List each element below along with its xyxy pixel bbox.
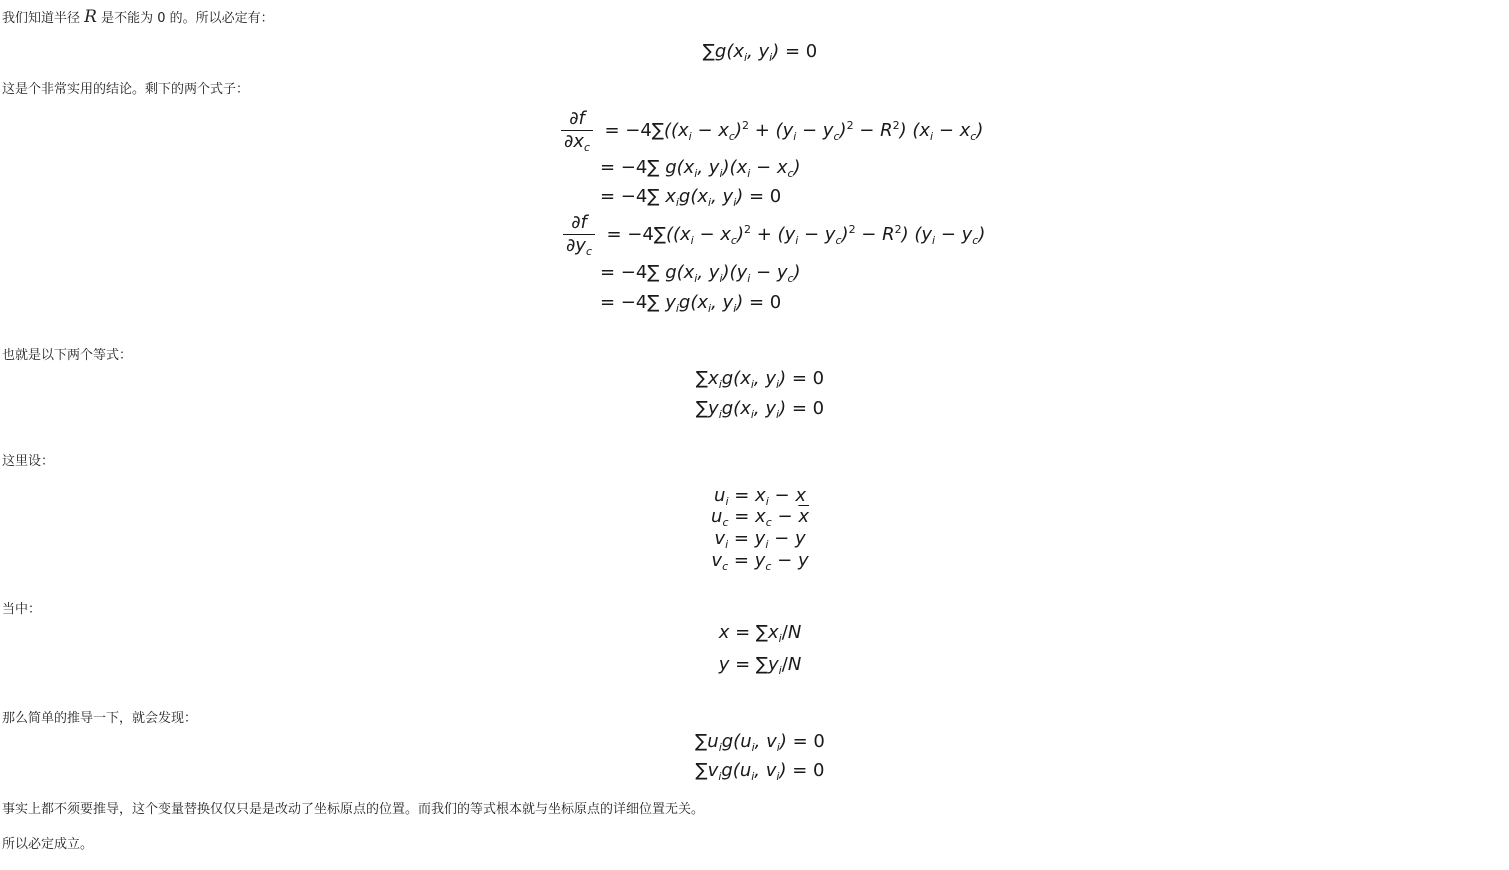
paragraph-let: 这里设： — [2, 454, 55, 469]
equation-partial-xc: $\frac{\partial f}{\partial x_c}$ = $-4\sum((x_i - x_c)^2 + (y_i - y_c)^2 - R^2) (x_i - x_c)$ — [561, 108, 983, 153]
paragraph-text: 是不能为 0 的。所以必定有： — [101, 11, 274, 26]
paragraph-origin-shift: 事实上都不须要推导，这个变量替换仅仅只是是改动了坐标原点的位置。而我们的等式根本就与坐标原点的详细位置无关。 — [2, 802, 705, 817]
equation-ui: $u_i = x_i - x$ — [714, 485, 806, 508]
equation-sum-g: $\sum g(x_i$, $y_i) = 0$ — [702, 41, 818, 64]
radius-variable: R — [84, 7, 97, 27]
equation-y-mean: $y = \sum y_i/N$ — [718, 654, 802, 677]
paragraph-two-equations: 也就是以下两个等式： — [2, 348, 133, 363]
paragraph-useful-conclusion: 这是个非常实用的结论。剩下的两个式子： — [2, 82, 250, 97]
equation-sum-ui-g: $\sum u_ig(u_i$, $v_i) = 0$ — [695, 731, 825, 754]
partial-fraction-xc: $\frac{\partial f}{\partial x_c}$ — [561, 108, 593, 153]
equation-partial-yc-step2: = −4∑ $g(x_i$, $y_i)(y_i - y_c)$ — [600, 262, 801, 285]
equation-sum-vi-g: $\sum v_ig(u_i$, $v_i) = 0$ — [695, 760, 825, 783]
partial-fraction-yc: $\frac{\partial f}{\partial y_c}$ — [563, 212, 595, 257]
paragraph-derivation: 那么简单的推导一下，就会发现： — [2, 711, 198, 726]
equation-vi: $v_i = y_i - y$ — [714, 528, 806, 551]
paragraph-conclusion: 所以必定成立。 — [2, 837, 94, 852]
equation-vc: $v_c = y_c - y$ — [711, 550, 809, 573]
paragraph-where: 当中： — [2, 602, 42, 617]
equation-sum-xi-g: $\sum x_ig(x_i$, $y_i) = 0$ — [695, 368, 825, 391]
equation-uc: $u_c = x_c - \overline{x}$ — [711, 506, 809, 529]
equation-x-mean: $x = \sum x_i/N$ — [718, 622, 802, 645]
equation-partial-yc-step3: = −4∑ $y_ig(x_i$, $y_i) = 0$ — [600, 292, 782, 315]
equation-partial-xc-step3: = −4∑ $x_ig(x_i$, $y_i) = 0$ — [600, 186, 782, 209]
paragraph-radius-nonzero — [2, 9, 274, 27]
equation-partial-yc: $\frac{\partial f}{\partial y_c}$ = $-4\sum((x_i - x_c)^2 + (y_i - y_c)^2 - R^2) (y_i - y_c)$ — [563, 212, 985, 257]
equation-sum-yi-g: $\sum y_ig(x_i$, $y_i) = 0$ — [695, 398, 825, 421]
equation-partial-xc-step2: = −4∑ $g(x_i$, $y_i)(x_i - x_c)$ — [600, 157, 801, 180]
paragraph-text: 我们知道半径 — [2, 11, 81, 26]
